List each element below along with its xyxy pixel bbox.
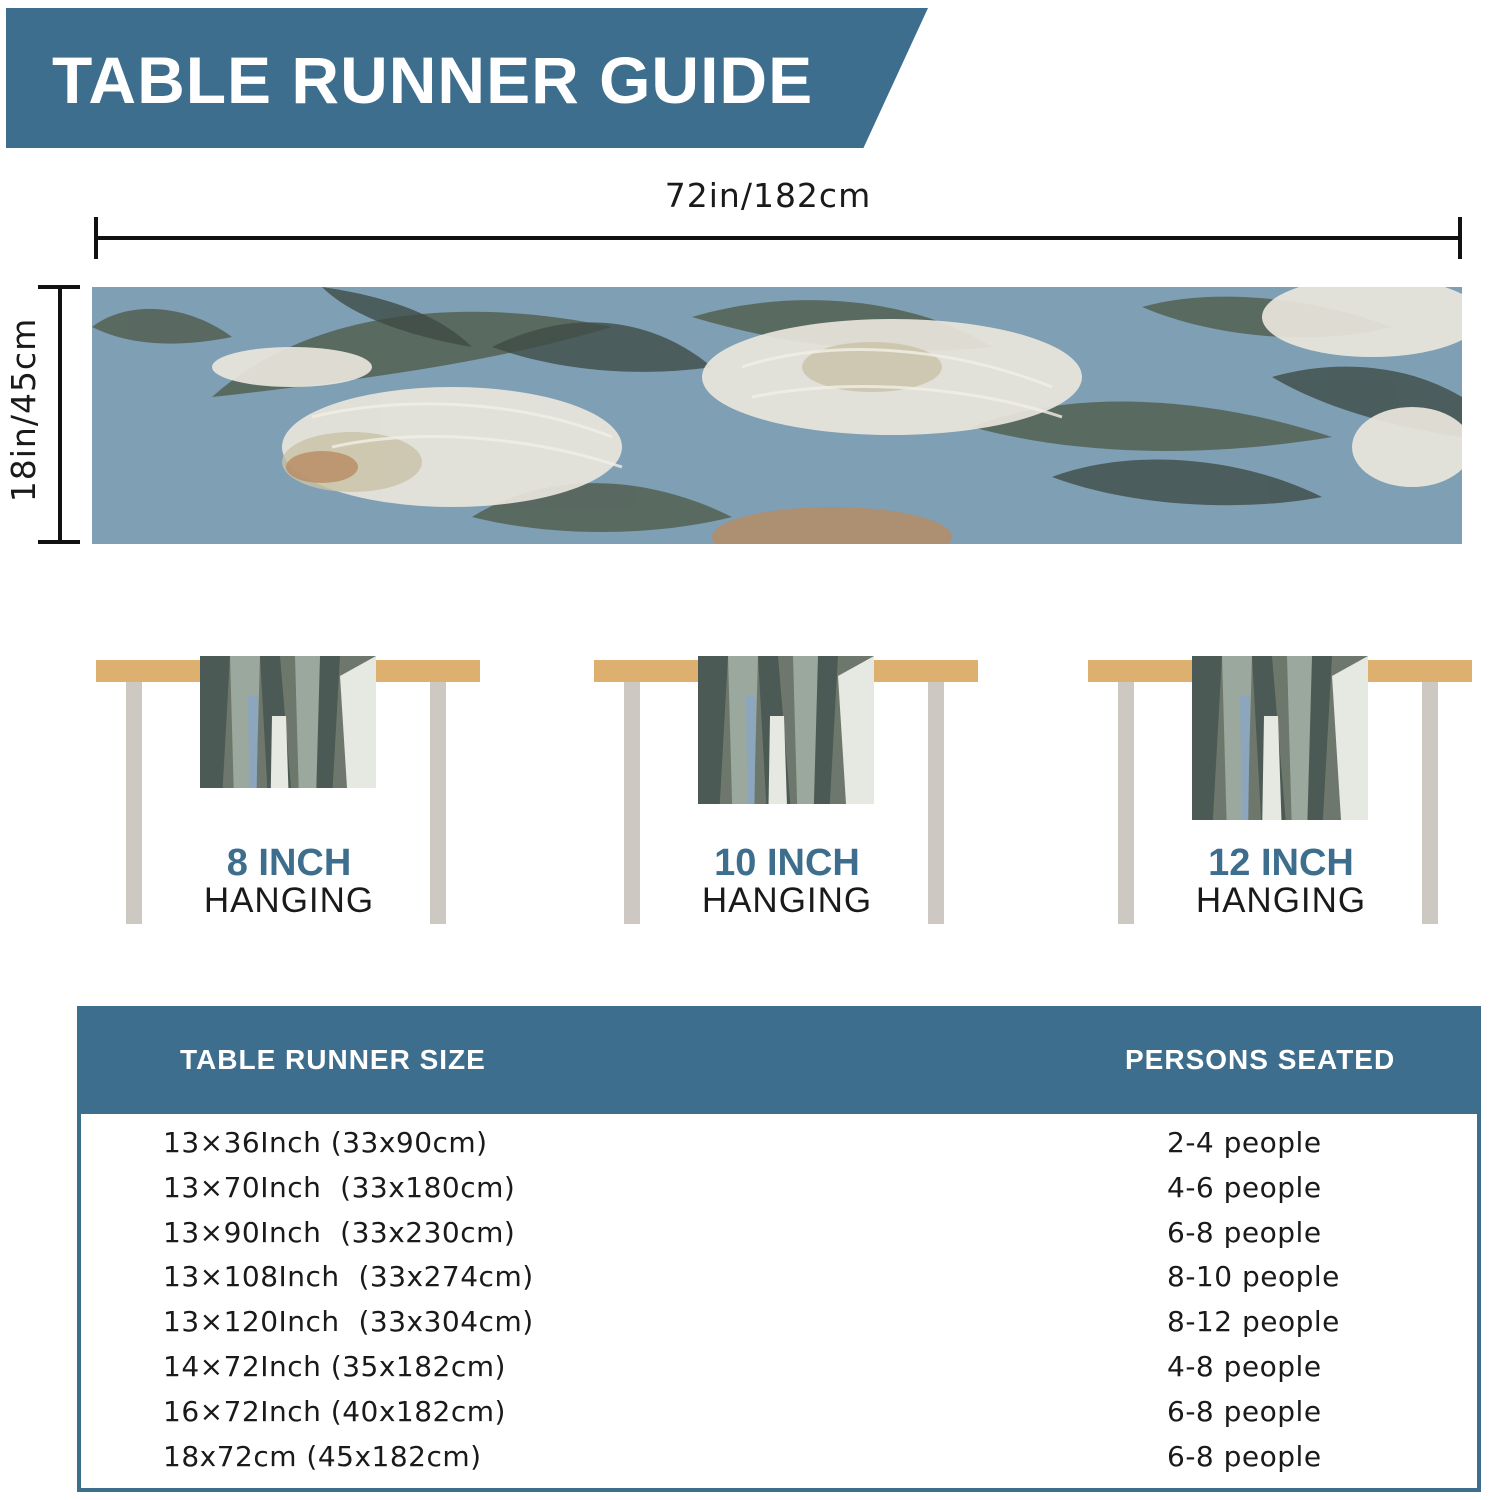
hanging-option-8-inch	[96, 640, 482, 930]
runner-drop	[1192, 656, 1368, 820]
persons-cell: 4-6 people	[1167, 1170, 1322, 1204]
size-cell: 13×108Inch (33x274cm)	[163, 1260, 534, 1294]
size-cell: 18x72cm (45x182cm)	[163, 1439, 482, 1473]
column-header-size: TABLE RUNNER SIZE	[180, 1044, 486, 1075]
persons-cell: 4-8 people	[1167, 1349, 1322, 1383]
table-row	[81, 1432, 1477, 1477]
hanging-option-12-inch	[1088, 640, 1474, 930]
table-row	[81, 1208, 1477, 1253]
size-table	[77, 1006, 1481, 1492]
hanging-caption: HANGING	[701, 881, 873, 920]
table-row	[81, 1387, 1477, 1432]
hanging-size-label: 12 INCH	[1208, 842, 1354, 884]
page-title: TABLE RUNNER GUIDE	[52, 43, 814, 117]
hanging-size-label: 8 INCH	[226, 842, 352, 884]
width-dimension-right-cap	[1458, 217, 1462, 259]
table-header	[81, 1010, 1477, 1114]
column-header-persons: PERSONS SEATED	[1125, 1044, 1396, 1075]
height-dimension-bottom-cap	[38, 540, 80, 544]
feather-pattern	[698, 656, 874, 804]
persons-cell: 6-8 people	[1167, 1394, 1322, 1428]
table-row	[81, 1163, 1477, 1208]
persons-cell: 8-10 people	[1167, 1260, 1340, 1294]
feather-pattern	[1192, 656, 1368, 820]
width-dimension-line	[96, 236, 1462, 240]
table-row	[81, 1252, 1477, 1297]
table-runner-image	[92, 287, 1462, 544]
table-row	[81, 1118, 1477, 1163]
size-cell: 13×120Inch (33x304cm)	[163, 1305, 534, 1339]
persons-cell: 6-8 people	[1167, 1439, 1322, 1473]
height-dimension-top-cap	[38, 285, 80, 289]
size-cell: 16×72Inch (40x182cm)	[163, 1394, 506, 1428]
persons-cell: 8-12 people	[1167, 1305, 1340, 1339]
table-body	[81, 1118, 1477, 1476]
hanging-caption: HANGING	[203, 881, 375, 920]
height-dimension-line	[58, 286, 62, 544]
feather-pattern	[200, 656, 376, 788]
runner-drop	[698, 656, 874, 804]
height-dimension-label: 18in/45cm	[4, 317, 43, 503]
persons-cell: 2-4 people	[1167, 1126, 1322, 1159]
size-cell: 13×36Inch (33x90cm)	[163, 1126, 488, 1159]
size-cell: 13×70Inch (33x180cm)	[163, 1170, 516, 1204]
runner-drop	[200, 656, 376, 788]
width-dimension-left-cap	[94, 217, 98, 259]
table-row	[81, 1297, 1477, 1342]
width-dimension-label: 72in/182cm	[664, 176, 872, 215]
persons-cell: 6-8 people	[1167, 1215, 1322, 1249]
size-cell: 13×90Inch (33x230cm)	[163, 1215, 516, 1249]
table-row	[81, 1342, 1477, 1387]
floral-pattern	[92, 287, 1462, 544]
hanging-caption: HANGING	[1195, 881, 1367, 920]
hanging-option-10-inch	[594, 640, 980, 930]
hanging-size-label: 10 INCH	[714, 842, 860, 884]
size-cell: 14×72Inch (35x182cm)	[163, 1349, 506, 1383]
